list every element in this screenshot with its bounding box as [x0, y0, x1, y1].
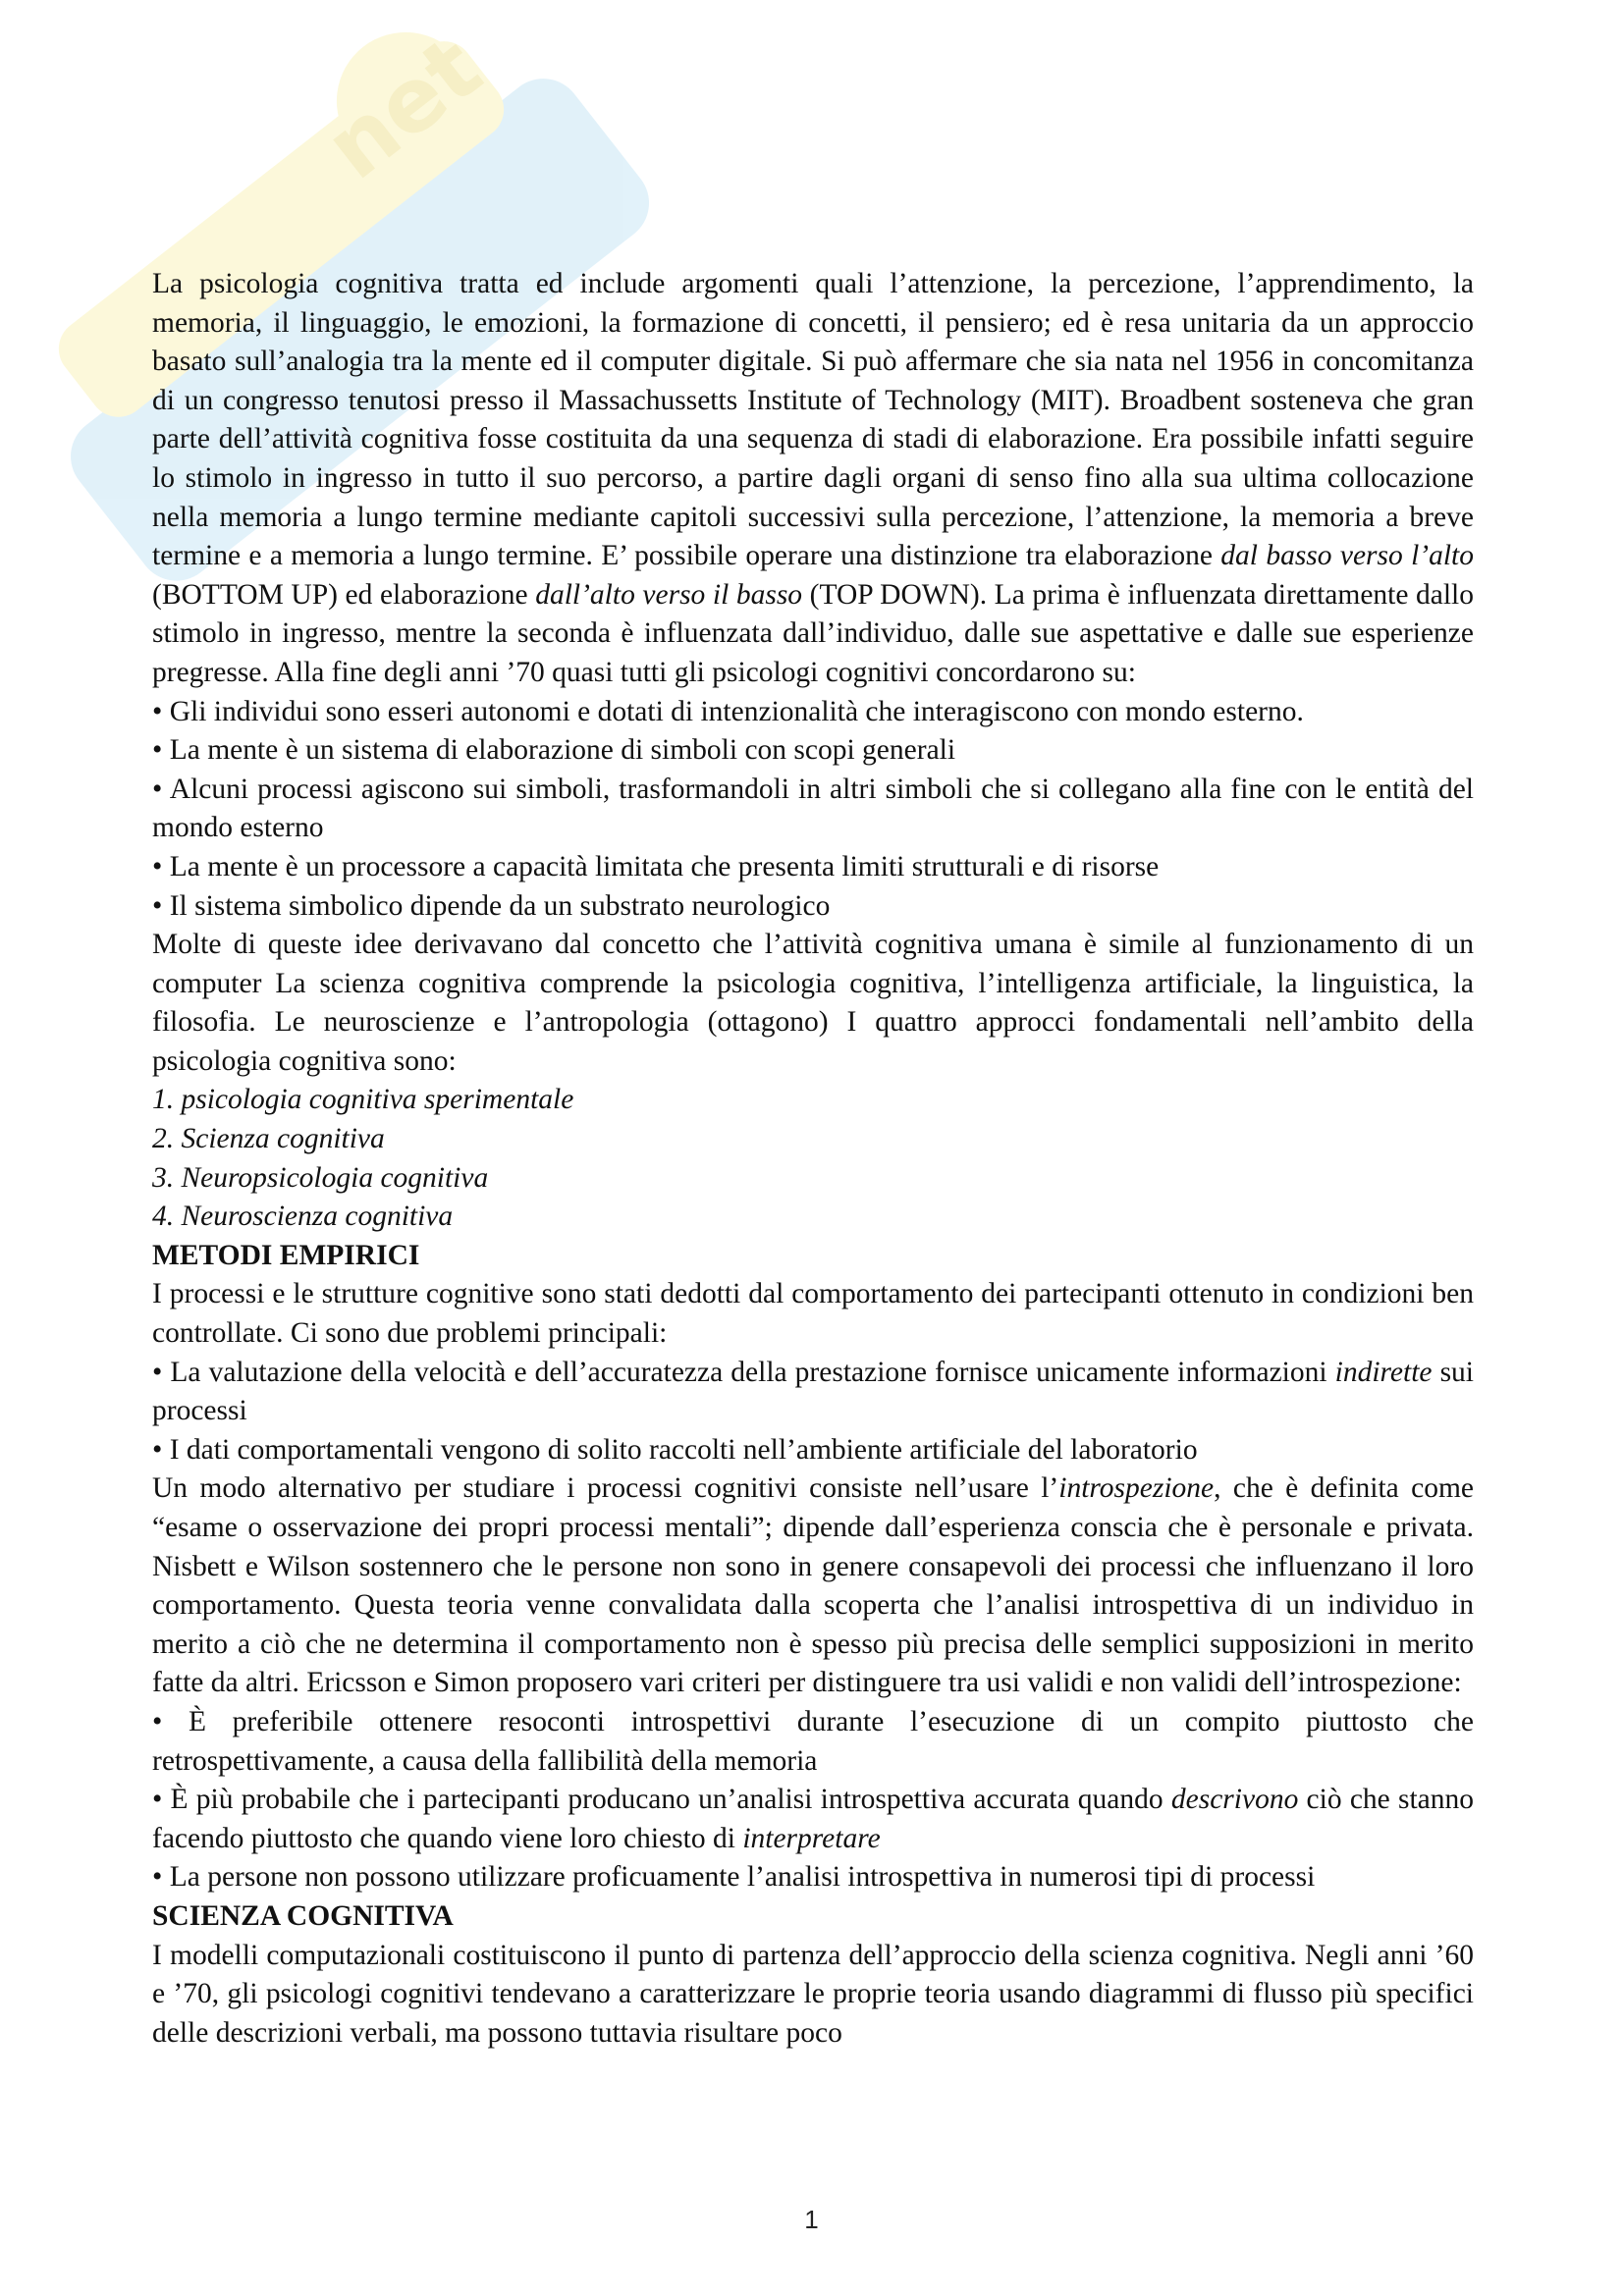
- approach-item: 4. Neuroscienza cognitiva: [152, 1201, 454, 1233]
- list-item: • La mente è un sistema di elaborazione di simboli con scopi generali: [152, 734, 956, 767]
- paragraph-approaches: Molte di queste idee derivavano dal concetto che l’attività cognitiva umana è simile al funzionamento di un computer La scienza cognitiva comprende la psicologia cognitiva, l’intelligenza artificiale, la linguistica, la filosofia. Le neuroscienze e l’antropologia (ottagono) I quattro approcci fondamentali nell’ambito della psicologia cognitiva sono:: [152, 929, 1474, 1077]
- list-item: • Alcuni processi agiscono sui simboli, trasformandoli in altri simboli che si collegano alla fine con le entità del mondo esterno: [152, 773, 1474, 844]
- paragraph-scienza: I modelli computazionali costituiscono il punto di partenza dell’approccio della scienza cognitiva. Negli anni ’60 e ’70, gli psicologi cognitivi tendevano a caratterizzare le proprie teoria usando diagrammi di flusso più specifici delle descrizioni verbali, ma possono tuttavia risultare poco: [152, 1939, 1474, 2049]
- list-item: • Gli individui sono esseri autonomi e dotati di intenzionalità che interagiscono con mondo esterno.: [152, 695, 1304, 727]
- list-item: • La valutazione della velocità e dell’accuratezza della prestazione fornisce unicamente informazioni indirette sui processi: [152, 1356, 1474, 1427]
- paragraph-metodi: I processi e le strutture cognitive sono stati dedotti dal comportamento dei partecipanti ottenuto in condizioni ben controllate. Ci sono due problemi principali:: [152, 1278, 1474, 1350]
- paragraph-intro: La psicologia cognitiva tratta ed include argomenti quali l’attenzione, la percezione, l’apprendimento, la memoria, il linguaggio, le emozioni, la formazione di concetti, il pensiero; ed è resa unitaria da un approccio basato sull’analogia tra la mente ed il computer digitale. Si può affermare che sia nata nel 1956 in concomitanza di un congresso tenutosi presso il Massachussetts Institute of Technology (MIT). Broadbent sosteneva che gran parte dell’attività cognitiva fosse costituita da una sequenza di stadi di elaborazione. Era possibile infatti seguire lo stimolo in ingresso in tutto il suo percorso, a partire dagli organi di senso fino alla sua ultima collocazione nella memoria a lungo termine mediante capitoli successivi sulla percezione, l’attenzione, la memoria a breve termine e a memoria a lungo termine. E’ possibile operare una distinzione tra elaborazione dal basso verso l’alto (BOTTOM UP) ed elaborazione dall’alto verso il basso (TOP DOWN). La prima è influenzata direttamente dallo stimolo in ingresso, mentre la seconda è influenzata dall’individuo, dalle sue aspettative e dalle sue esperienze pregresse. Alla fine degli anni ’70 quasi tutti gli psicologi cognitivi concordarono su:: [152, 268, 1475, 688]
- list-item: • Il sistema simbolico dipende da un substrato neurologico: [152, 889, 831, 922]
- list-item: • È preferibile ottenere resoconti introspettivi durante l’esecuzione di un compito piuttosto che retrospettivamente, a causa della fallibilità della memoria: [152, 1705, 1474, 1777]
- approach-item: 2. Scienza cognitiva: [152, 1123, 385, 1155]
- watermark-text: net: [306, 16, 501, 200]
- list-item: • La persone non possono utilizzare proficuamente l’analisi introspettiva in numerosi tipi di processi: [152, 1861, 1316, 1894]
- approach-item: 3. Neuropsicologia cognitiva: [152, 1161, 489, 1194]
- approach-item: 1. psicologia cognitiva sperimentale: [152, 1084, 574, 1116]
- page-number: 1: [804, 2205, 819, 2234]
- paragraph-introspezione: Un modo alternativo per studiare i processi cognitivi consiste nell’usare l’introspezione, che è definita come “esame o osservazione dei propri processi mentali”; dipende dall’esperienza conscia che è personale e privata. Nisbett e Wilson sostennero che le persone non sono in genere consapevoli dei processi che influenzano il loro comportamento. Questa teoria venne convalidata dalla scoperta che l’analisi introspettiva di un individuo in merito a ciò che ne determina il comportamento non è spesso più precisa delle semplici supposizioni in merito fatte da altri. Ericsson e Simon proposero vari criteri per distinguere tra usi validi e non validi dell’introspezione:: [152, 1472, 1474, 1699]
- document-body: [152, 265, 1474, 2053]
- section-heading-metodi-empirici: METODI EMPIRICI: [152, 1239, 420, 1271]
- list-item: • È più probabile che i partecipanti producano un’analisi introspettiva accurata quando descrivono ciò che stanno facendo piuttosto che quando viene loro chiesto di interpretare: [152, 1784, 1474, 1854]
- list-item: • I dati comportamentali vengono di solito raccolti nell’ambiente artificiale del laboratorio: [152, 1433, 1198, 1466]
- list-item: • La mente è un processore a capacità limitata che presenta limiti strutturali e di risorse: [152, 850, 1160, 882]
- section-heading-scienza-cognitiva: SCIENZA COGNITIVA: [152, 1899, 454, 1932]
